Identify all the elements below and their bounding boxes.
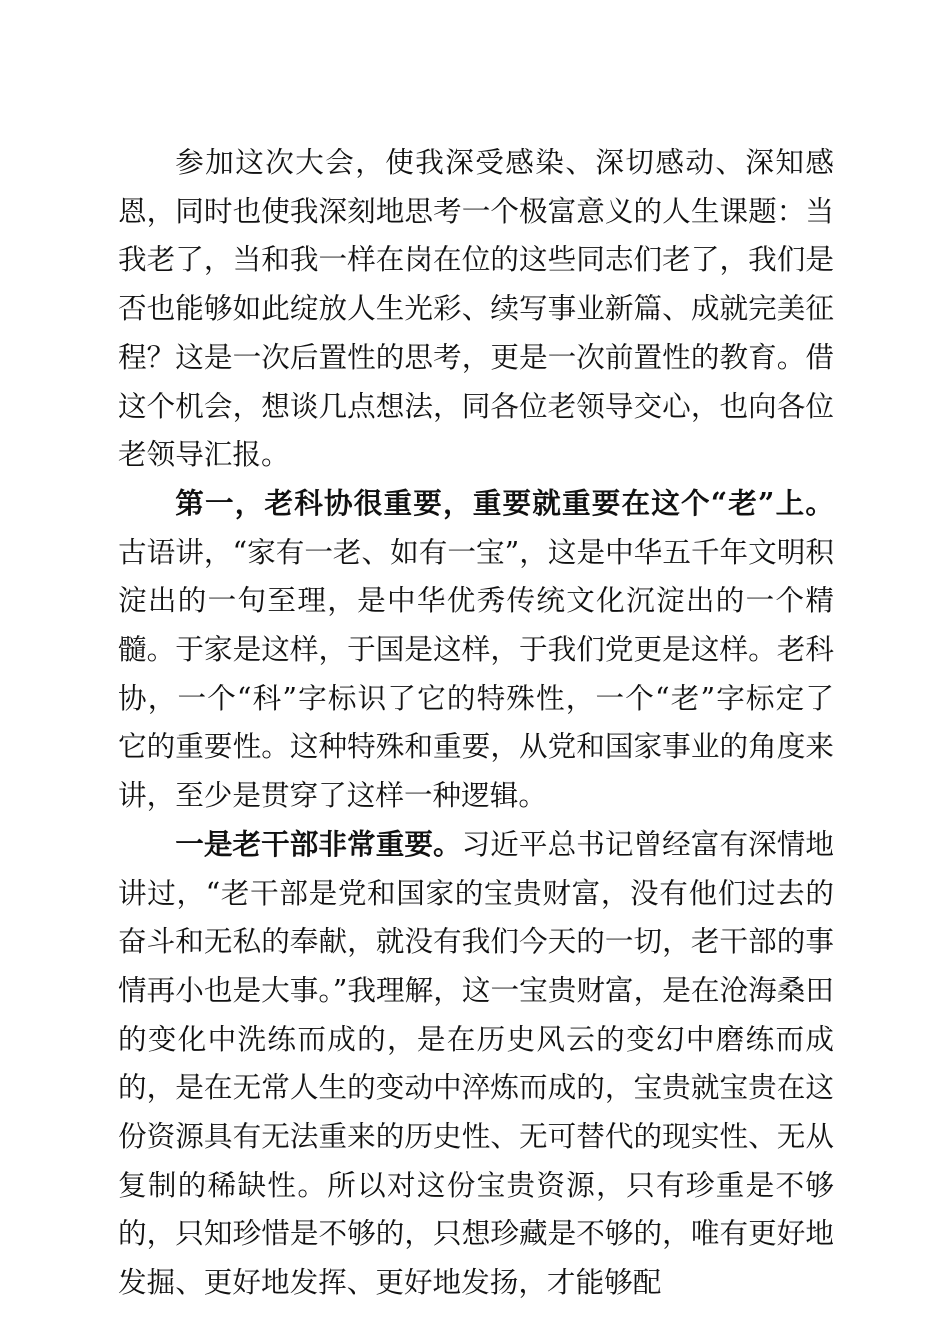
document-body	[118, 138, 834, 1307]
paragraph-text: 古语讲，“家有一老、如有一宝”，这是中华五千年文明积淀出的一句至理，是中华优秀传统文化沉淀出的一个精髓。于家是这样，于国是这样，于我们党更是这样。老科协，一个“科”字标识了它的特殊性，一个“老”字标定了它的重要性。这种特殊和重要，从党和国家事业的角度来讲，至少是贯穿了这样一种逻辑。	[118, 534, 834, 813]
paragraph-point-one	[118, 479, 834, 820]
paragraph-intro	[118, 138, 834, 479]
paragraph-lead: 一是老干部非常重要。	[175, 826, 462, 861]
paragraph-text: 参加这次大会，使我深受感染、深切感动、深知感恩，同时也使我深刻地思考一个极富意义的人生课题：当我老了，当和我一样在岗在位的这些同志们老了，我们是否也能够如此绽放人生光彩、续写事业新篇、成就完美征程？这是一次后置性的思考，更是一次前置性的教育。借这个机会，想谈几点想法，同各位老领导交心，也向各位老领导汇报。	[118, 145, 834, 472]
paragraph-sub-point-one	[118, 820, 834, 1307]
paragraph-lead: 第一，老科协很重要，重要就重要在这个“老”上。	[175, 485, 834, 520]
paragraph-text: 习近平总书记曾经富有深情地讲过，“老干部是党和国家的宝贵财富，没有他们过去的奋斗和无私的奉献，就没有我们今天的一切，老干部的事情再小也是大事。”我理解，这一宝贵财富，是在沧海桑田的变化中洗练而成的，是在历史风云的变幻中磨练而成的，是在无常人生的变动中淬炼而成的，宝贵就宝贵在这份资源具有无法重来的历史性、无可替代的现实性、无从复制的稀缺性。所以对这份宝贵资源，只有珍重是不够的，只知珍惜是不够的，只想珍藏是不够的，唯有更好地发掘、更好地发挥、更好地发扬，才能够配	[118, 826, 834, 1300]
